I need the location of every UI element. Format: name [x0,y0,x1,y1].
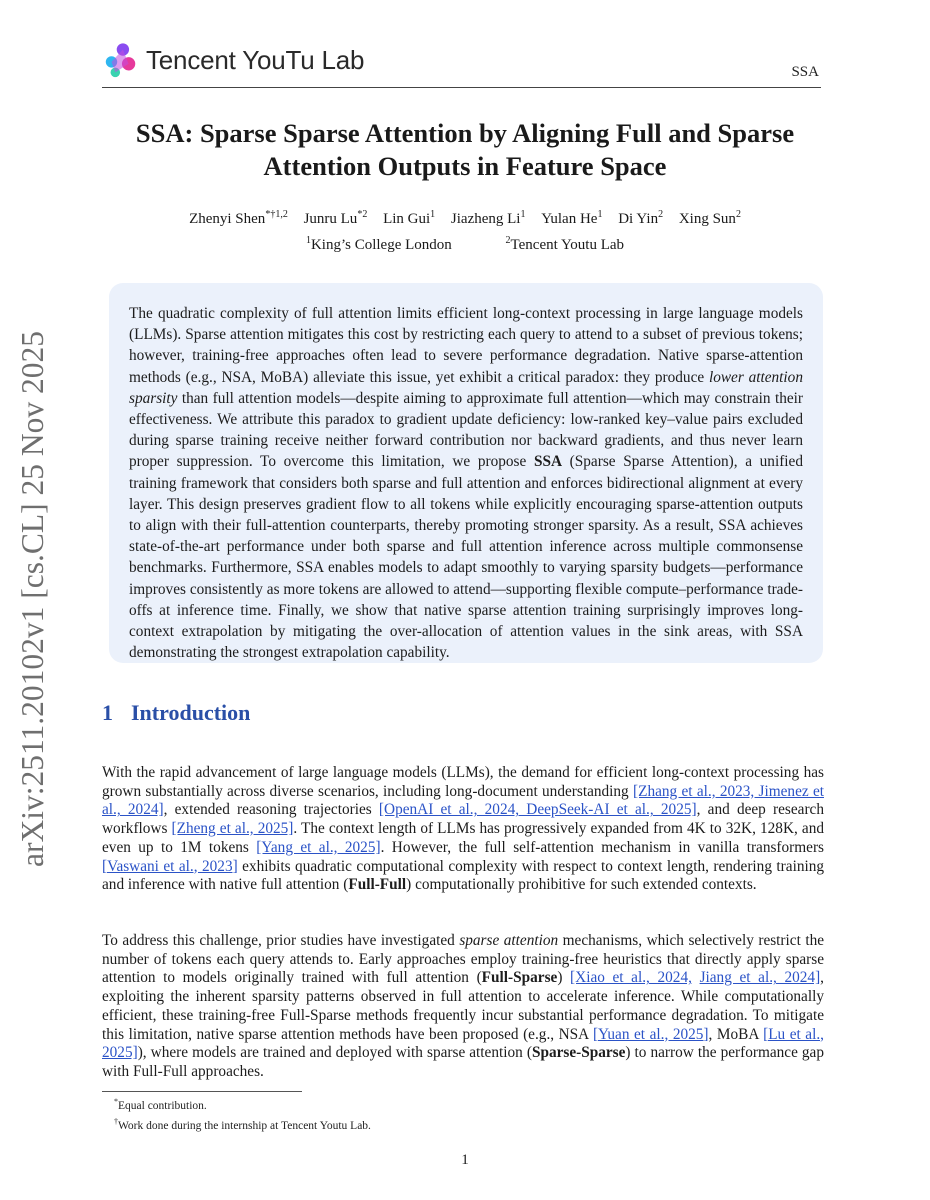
footnote: *Equal contribution. [114,1097,207,1112]
citation-link[interactable]: [Yuan et al., 2025] [592,1025,709,1043]
citation-link[interactable]: [Yang et al., 2025] [256,838,381,856]
footnote-rule [102,1091,302,1092]
abstract-text: The quadratic complexity of full attention limits efficient long-context processing in large language models (LLMs). Sparse attention mitigates this cost by restricting each query to attend to a subset of previous tokens; however, training-free approaches often lead to severe performance degradation. Native sparse-attention methods (e.g., NSA, MoBA) alleviate this issue, yet exhibit a critical paradox: they produce lower attention sparsity than full attention models—despite aiming to approximate full attention—which may constrain their effectiveness. We attribute this paradox to gradient update deficiency: low-ranked key–value pairs excluded during sparse training receive neither forward contribution nor backward gradients, and thus never learn proper suppression. To overcome this limitation, we propose SSA (Sparse Sparse Attention), a unified training framework that considers both sparse and full attention and enforces bidirectional alignment at every layer. This design preserves gradient flow to all tokens while explicitly encouraging sparse-attention outputs to align with their full-attention counterparts, thereby promoting stronger sparsity. As a result, SSA achieves state-of-the-art performance under both sparse and full attention inference across multiple commonsense benchmarks. Furthermore, SSA enables models to adapt smoothly to varying sparsity budgets—performance improves consistently as more tokens are allowed to attend—supporting flexible compute–performance trade-offs at inference time. Finally, we show that native sparse attention training surprisingly improves long-context extrapolation by mitigating the over-allocation of attention values in the sink areas, with SSA demonstrating the strongest extrapolation capability. [129,305,803,662]
intro-paragraph-2: To address this challenge, prior studies have investigated sparse attention mechanisms, which selectively restrict the number of tokens each query attends to. Early approaches employ training-free heuristics that directly apply sparse attention to models originally trained with full attention (Full-Sparse) [Xiao et al., 2024, Jiang et al., 2024], exploiting the inherent sparsity patterns observed in full attention to accelerate inference. While computationally efficient, these training-free Full-Sparse methods frequently incur substantial performance degradation. To mitigate this limitation, native sparse attention methods have been proposed (e.g., NSA [Yuan et al., 2025], MoBA [Lu et al., 2025]), where models are trained and deployed with sparse attention (Sparse-Sparse) to narrow the performance gap with Full-Full approaches. [102,932,825,1080]
affiliation: $^2$Tencent Youtu Lab [505,235,625,253]
citation-link[interactable]: [Xiao et al., 2024, [570,969,692,987]
intro-paragraph-1: With the rapid advancement of large language models (LLMs), the demand for efficient long-context processing has grown substantially across diverse scenarios, including long-document understanding [Zhang et al., 2023, Jimenez et al., 2024], extended reasoning trajectories [OpenAI et al., 2024, DeepSeek-AI et al., 2025], and deep research workflows [Zheng et al., 2025]. The context length of LLMs has progressively expanded from 4K to 32K, 128K, and even up to 1M tokens [Yang et al., 2025]. However, the full self-attention mechanism in vanilla transformers [Vaswani et al., 2023] exhibits quadratic computational complexity with respect to context length, rendering training and inference with native full attention (Full-Full) computationally prohibitive for such extended contexts. [102,764,825,894]
footnotes [114,1094,371,1134]
footnote: †Work done during the internship at Tencent Youtu Lab. [114,1116,371,1132]
section-heading-introduction: 1 Introduction [102,700,251,725]
author: Zhenyi Shen$^{*\dagger 1,2}$ [189,209,288,227]
author-list [102,204,828,230]
youtu-logo-icon [102,41,140,79]
citation-link[interactable]: [Lu et al., 2025] [102,1025,824,1062]
citation-link[interactable]: [Vaswani et al., 2023] [102,857,238,875]
author: Yulan He$^1$ [541,209,603,227]
arxiv-stamp: arXiv:2511.20102v1 [cs.CL] 25 Nov 2025 [15,330,50,868]
abstract-box [109,283,823,663]
citation-link[interactable]: [OpenAI et al., 2024, DeepSeek-AI et al., 2025] [378,801,697,819]
author: Lin Gui$^1$ [383,209,436,227]
author: Jiazheng Li$^1$ [450,209,526,227]
paper-title [102,117,828,183]
author: Di Yin$^2$ [618,209,664,227]
logo-text: Tencent YouTu Lab [146,44,365,75]
author-block [102,204,828,256]
citation-link[interactable]: [Zheng et al., 2025] [171,820,294,838]
citation-link[interactable]: [Zhang et al., 2023, Jimenez et al., 2024] [102,782,824,819]
page-number: 1 [461,1152,469,1168]
tencent-youtu-logo [102,40,364,80]
affiliation-list [102,230,828,256]
running-title: SSA [791,64,819,80]
affiliation: $^1$King’s College London [305,235,452,253]
citation-link[interactable]: Jiang et al., 2024] [699,969,821,987]
header-rule [102,87,821,88]
title-line-1: SSA: Sparse Sparse Attention by Aligning Full and Sparse [135,118,795,148]
author: Xing Sun$^2$ [678,209,741,227]
author: Junru Lu$^{*2}$ [303,209,368,227]
title-line-2: Attention Outputs in Feature Space [263,151,667,181]
